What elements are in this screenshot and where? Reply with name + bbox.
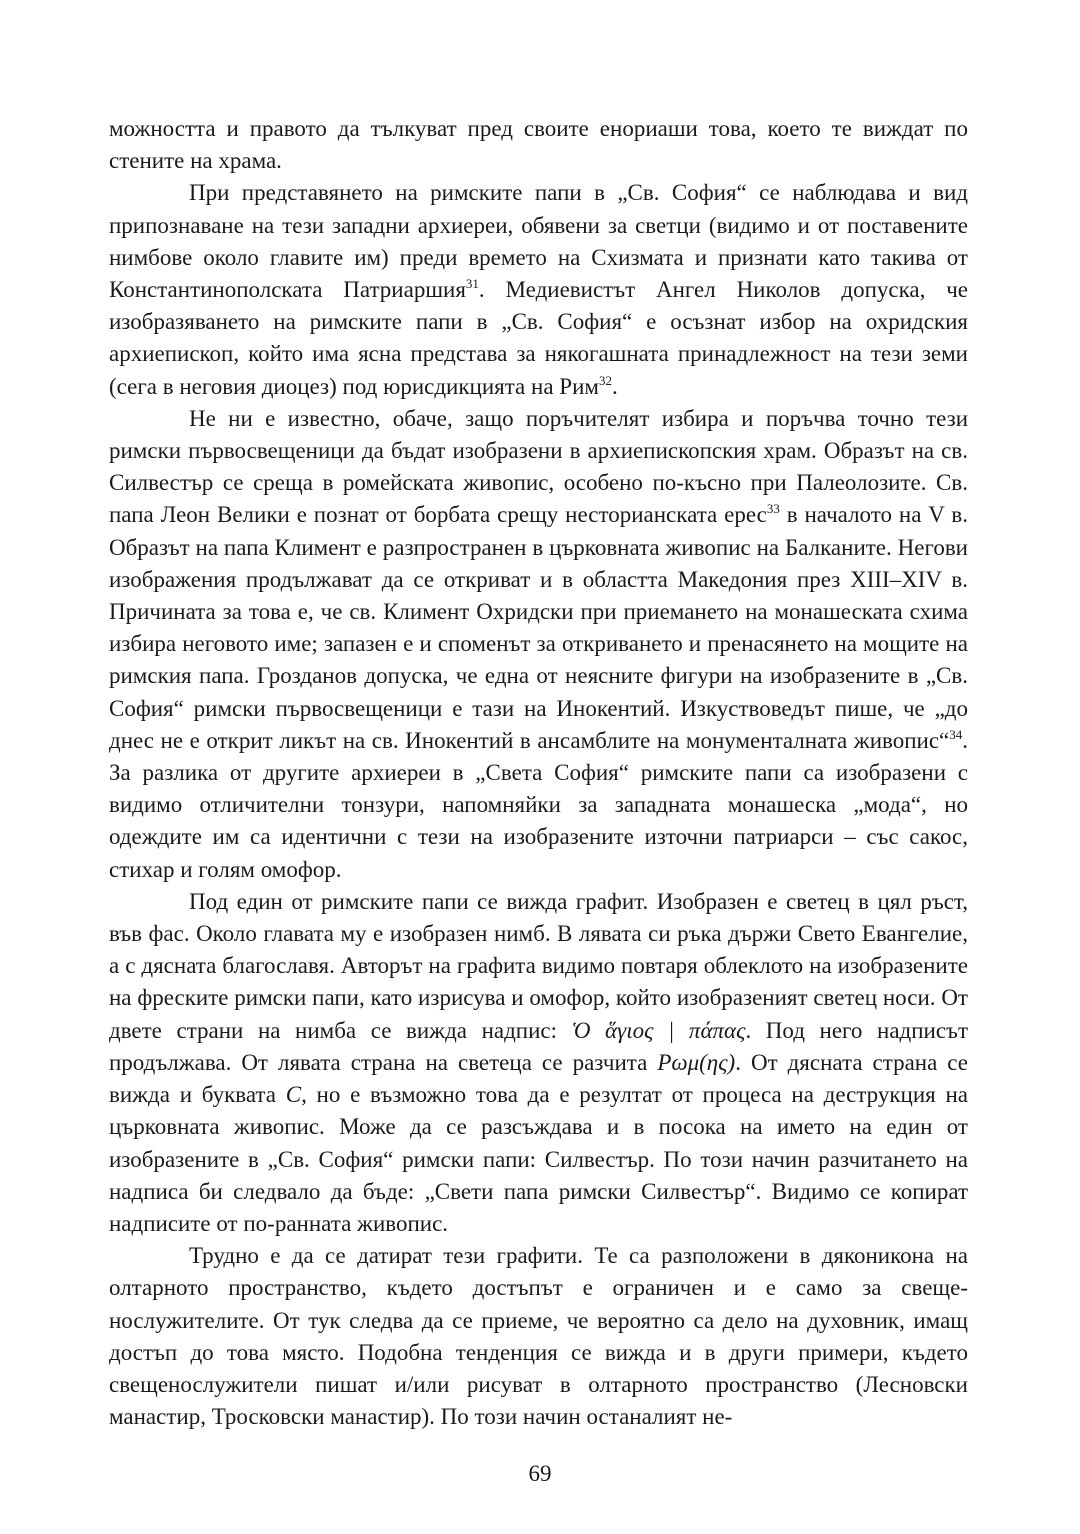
footnote-ref: 33 (766, 501, 780, 517)
text-run: . За разлика от другите архиереи в „Света София“ римските папи са изобразени с видимо отличителни тонзури, напомняйки за западната монашеска „мода“, но одеждите им са идентични с тези на изобразените източни патриарси – със сакос, стихар и голям омофор. (109, 727, 968, 882)
italic-text: С (285, 1082, 302, 1108)
paragraph (109, 177, 968, 402)
paragraph (109, 1240, 968, 1433)
text-run: Не ни е известно, обаче, защо поръчителят избира и поръчва точно тези римски първосвещеници да бъдат изобразени в архиепископския храм. Образът на св. Силвестър се среща в ромейската живопис, особено по-късно при Палеолозите. Св. папа Леон Велики е познат от борбата срещу несторианската ерес (109, 405, 968, 528)
text-run: . От дясната страна се вижда и буквата (109, 1049, 968, 1108)
footnote-ref: 32 (598, 372, 612, 388)
text-run: Трудно е да се датират тези графити. Те са разположени в дяконикона на олтарното пространство, където достъпът е ограничен и е само за свещенослужителите. От тук следва да се приеме, че вероятно са дело на духовник, имащ достъп до това място. Подобна тенденция се вижда и в други примери, където свещенослужители пишат и/или рисуват в олтарното пространство (Лесновски манастир, Тросковски манастир). По този начин останалият не- (109, 1243, 968, 1430)
footnote-ref: 31 (465, 276, 479, 292)
text-run: . Под него надписът продължава. От лявата страна на светеца се разчита (109, 1017, 968, 1075)
paragraph (109, 886, 968, 1240)
text-run: можността и правото да тълкуват пред своите енориаши това, което те виждат по стените на храма. (109, 116, 968, 174)
italic-text: Ρωμ(ης) (657, 1049, 736, 1075)
paragraph (109, 113, 968, 177)
paragraph (109, 403, 968, 886)
text-run: . Медиевистът Ангел Николов допуска, че изобразяването на римските папи в „Св. София“ е осъзнат избор на охридския архиепископ, който има ясна представа за някогашната принадлежност на тези земи (сега в неговия диоцез) под юрисдикцията на Рим (109, 277, 968, 399)
italic-text: Ὁ ἅγιος | πάπας (571, 1017, 746, 1043)
text-run: , но е възможно това да е резултат от процеса на деструкция на църковната живопис. Може да се разсъждава и в посока на името на един от изобразените в „Св. София“ римски папи: Силвестър. По този начин разчитането на надписа би следвало да бъде: „Свети папа римски Силвестър“. Видимо се копират надписите от по-ранната живопис. (109, 1082, 968, 1236)
footnote-ref: 34 (949, 726, 963, 742)
text-run: При представянето на римските папи в „Св. София“ се наблюдава и вид припознаване на тези западни архиереи, обявени за светци (видимо и от поставените нимбове около главите им) преди времето на Схизмата и признати като такива от Константинополската Патриаршия (109, 180, 968, 303)
text-run: в началото на V в. Образът на папа Климент е разпространен в църковната живопис на Балканите. Негови изображения продължават да се откриват и в областта Македония през XIII–XIV в. Причината за това е, че св. Климент Охридски при приемането на монашеската схима избира неговото име; запазен е и споменът за откриването и пренасянето на мощите на римския папа. Грозданов допуска, че една от неясните фигури на изобразените в „Св. София“ римски първосвещеници е тази на Инокентий. Изкуствоведът пише, че „до днес не е открит ликът на св. Инокентий в ансамблите на монументалната живопис“ (109, 502, 968, 753)
page-number: 69 (528, 1461, 552, 1486)
page-body (109, 113, 968, 1433)
text-run: . (611, 373, 618, 399)
text-run: Под един от римските папи се вижда графит. Изобразен е светец в цял ръст, във фас. Около главата му е изобразен нимб. В лявата си ръка държи Свето Евангелие, а с дясната благославя. Авторът на графита видимо повтаря облеклото на изобразените на фреските римски папи, като изрисува и омофор, който изобразеният светец носи. От двете страни на нимба се вижда надпис: (109, 888, 968, 1043)
